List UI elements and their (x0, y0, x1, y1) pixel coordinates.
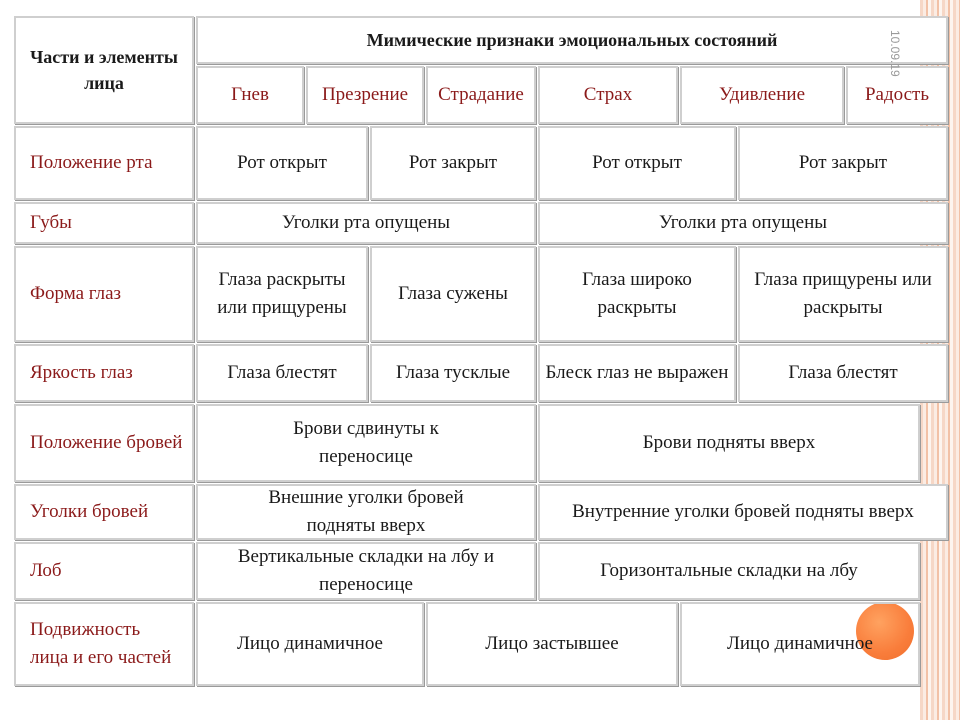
emotion-contempt-text: Презрение (321, 84, 409, 105)
row-label-eye-shape (14, 246, 194, 342)
cell-mobility-2 (426, 602, 678, 686)
parts-header (14, 16, 194, 124)
emotion-fear (538, 66, 678, 124)
cell-text: Брови сдвинуты к переносице (293, 418, 439, 467)
cell-lips-1 (196, 202, 536, 244)
emotion-contempt (306, 66, 424, 124)
cell-mouth-3 (538, 126, 736, 200)
cell-text: Рот открыт (592, 152, 682, 173)
cell-eye-brightness-4 (738, 344, 948, 402)
row-label-brow-position-text: Положение бровей (30, 432, 183, 453)
emotion-suffering (426, 66, 536, 124)
parts-header-text: Части и элементы лица (30, 47, 178, 93)
cell-text: Лицо застывшее (485, 633, 619, 654)
cell-eye-brightness-1 (196, 344, 368, 402)
cell-text: Глаза блестят (227, 362, 337, 383)
row-label-eye-brightness-text: Яркость глаз (30, 362, 133, 383)
cell-text: Лицо динамичное (237, 633, 383, 654)
cell-text: Глаза тусклые (395, 362, 511, 383)
cell-brow-corners-2 (538, 484, 948, 540)
emotion-surprise-text: Удивление (718, 84, 806, 105)
cell-mouth-1 (196, 126, 368, 200)
emotion-anger-text: Гнев (231, 84, 269, 105)
cell-text: Лицо динамичное (727, 633, 873, 654)
cell-text: Глаза прищурены или раскрыты (754, 269, 932, 318)
cell-text: Рот закрыт (408, 152, 498, 173)
cell-mobility-3 (680, 602, 920, 686)
cell-text: Внутренние уголки бровей подняты вверх (572, 501, 914, 522)
cell-text: Горизонтальные складки на лбу (600, 560, 858, 581)
cell-text: Рот закрыт (798, 152, 888, 173)
row-label-brow-position (14, 404, 194, 482)
cell-eye-shape-2 (370, 246, 536, 342)
cell-text: Уголки рта опущены (658, 212, 828, 233)
emotion-joy-text: Радость (864, 84, 930, 105)
cell-mouth-4 (738, 126, 948, 200)
row-label-forehead-text: Лоб (30, 560, 62, 581)
emotion-surprise (680, 66, 844, 124)
cell-text: Глаза широко раскрыты (582, 269, 692, 318)
row-label-eye-shape-text: Форма глаз (30, 283, 122, 304)
row-label-forehead (14, 542, 194, 600)
row-label-lips-text: Губы (30, 212, 72, 233)
cell-lips-2 (538, 202, 948, 244)
row-label-mouth (14, 126, 194, 200)
cell-text: Глаза блестят (788, 362, 898, 383)
cell-mobility-1 (196, 602, 424, 686)
row-label-eye-brightness (14, 344, 194, 402)
row-label-mobility-text: Подвижность лица и его частей (30, 619, 172, 668)
row-label-mobility (14, 602, 194, 686)
slide-date: 10.09.19 (888, 30, 902, 77)
cell-eye-shape-4 (738, 246, 948, 342)
cell-brow-corners-1 (196, 484, 536, 540)
cell-eye-shape-3 (538, 246, 736, 342)
cell-text: Вертикальные складки на лбу и переносице (237, 546, 495, 595)
cell-brow-position-1 (196, 404, 536, 482)
cell-brow-position-2 (538, 404, 920, 482)
row-label-lips (14, 202, 194, 244)
cell-forehead-2 (538, 542, 920, 600)
cell-text: Брови подняты вверх (642, 432, 816, 453)
cell-text: Уголки рта опущены (281, 212, 451, 233)
cell-text: Рот открыт (237, 152, 327, 173)
cell-text: Глаза раскрыты или прищурены (217, 269, 347, 318)
cell-eye-brightness-3 (538, 344, 736, 402)
emotion-suffering-text: Страдание (438, 84, 524, 105)
row-label-brow-corners (14, 484, 194, 540)
emotion-fear-text: Страх (583, 84, 633, 105)
table-title-text: Мимические признаки эмоциональных состояний (366, 30, 778, 50)
cell-forehead-1 (196, 542, 536, 600)
table-title (196, 16, 948, 64)
cell-text: Глаза сужены (398, 283, 508, 304)
cell-text: Блеск глаз не выражен (545, 362, 729, 383)
cell-text: Внешние уголки бровей подняты вверх (268, 487, 464, 536)
emotion-anger (196, 66, 304, 124)
cell-eye-shape-1 (196, 246, 368, 342)
cell-mouth-2 (370, 126, 536, 200)
row-label-brow-corners-text: Уголки бровей (30, 501, 149, 522)
row-label-mouth-text: Положение рта (30, 152, 153, 173)
cell-eye-brightness-2 (370, 344, 536, 402)
